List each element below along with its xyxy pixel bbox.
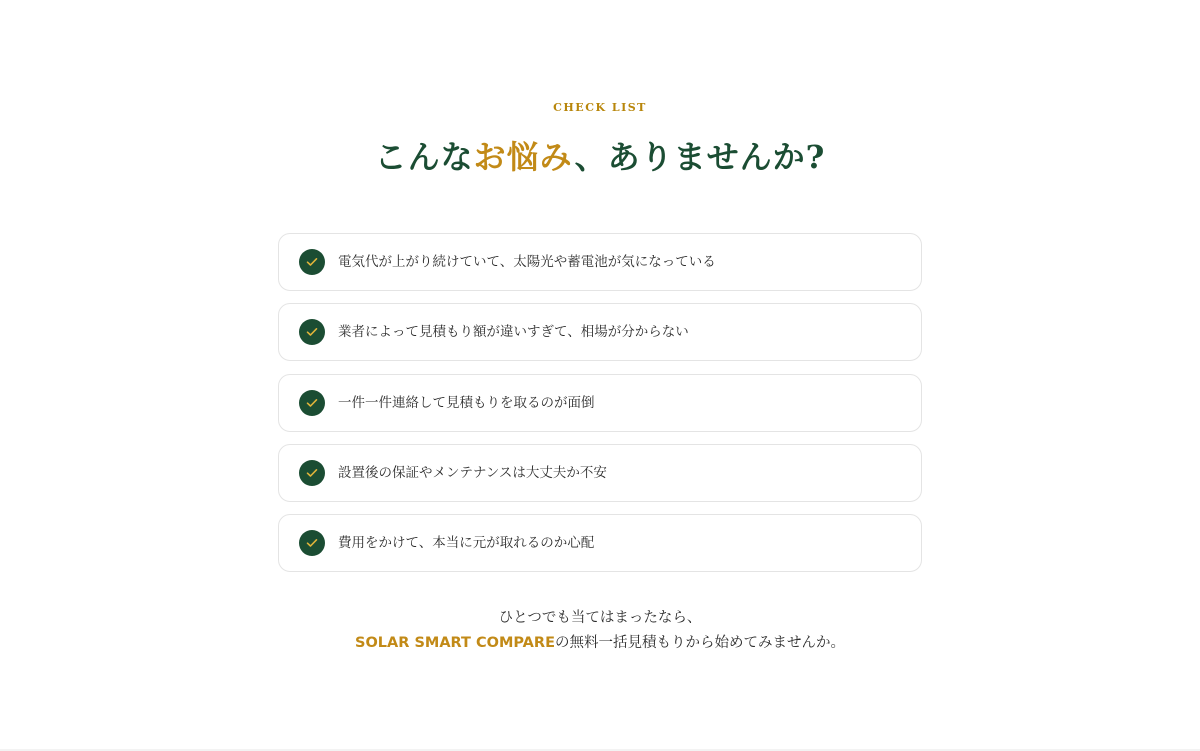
heading-text-after: 、ありませんか? [574,138,826,176]
checklist-item [278,444,922,502]
closing-line-2-text: の無料一括見積もりから始めてみませんか。 [554,635,845,651]
heading-text-accent: お悩み [473,138,575,176]
checklist-item [278,233,922,291]
closing-line-2 [0,631,1200,656]
checklist-item [278,303,922,361]
section-heading [0,135,1200,179]
checklist-item-text: 電気代が上がり続けていて、太陽光や蓄電池が気になっている [338,254,716,270]
check-circle-icon [299,249,325,275]
checklist-item-text: 一件一件連絡して見積もりを取るのが面倒 [338,394,595,411]
checklist-item [278,514,922,572]
brand-name: SOLAR SMART COMPARE [355,635,555,651]
check-circle-icon [299,319,325,345]
check-circle-icon [299,460,325,486]
checklist-item-text: 設置後の保証やメンテナンスは大丈夫か不安 [338,464,607,481]
check-circle-icon [299,390,325,416]
concern-checklist [278,233,922,584]
checklist-item-text: 業者によって見積もり額が違いすぎて、相場が分からない [338,324,689,341]
check-circle-icon [299,530,325,556]
closing-line-1: ひとつでも当てはまったなら、 [498,610,702,626]
checklist-item [278,374,922,432]
closing-message [0,606,1200,656]
heading-text-before: こんな [374,138,474,176]
checklist-item-text: 費用をかけて、本当に元が取れるのか心配 [338,535,595,552]
section-eyebrow: CHECK LIST [553,101,647,114]
